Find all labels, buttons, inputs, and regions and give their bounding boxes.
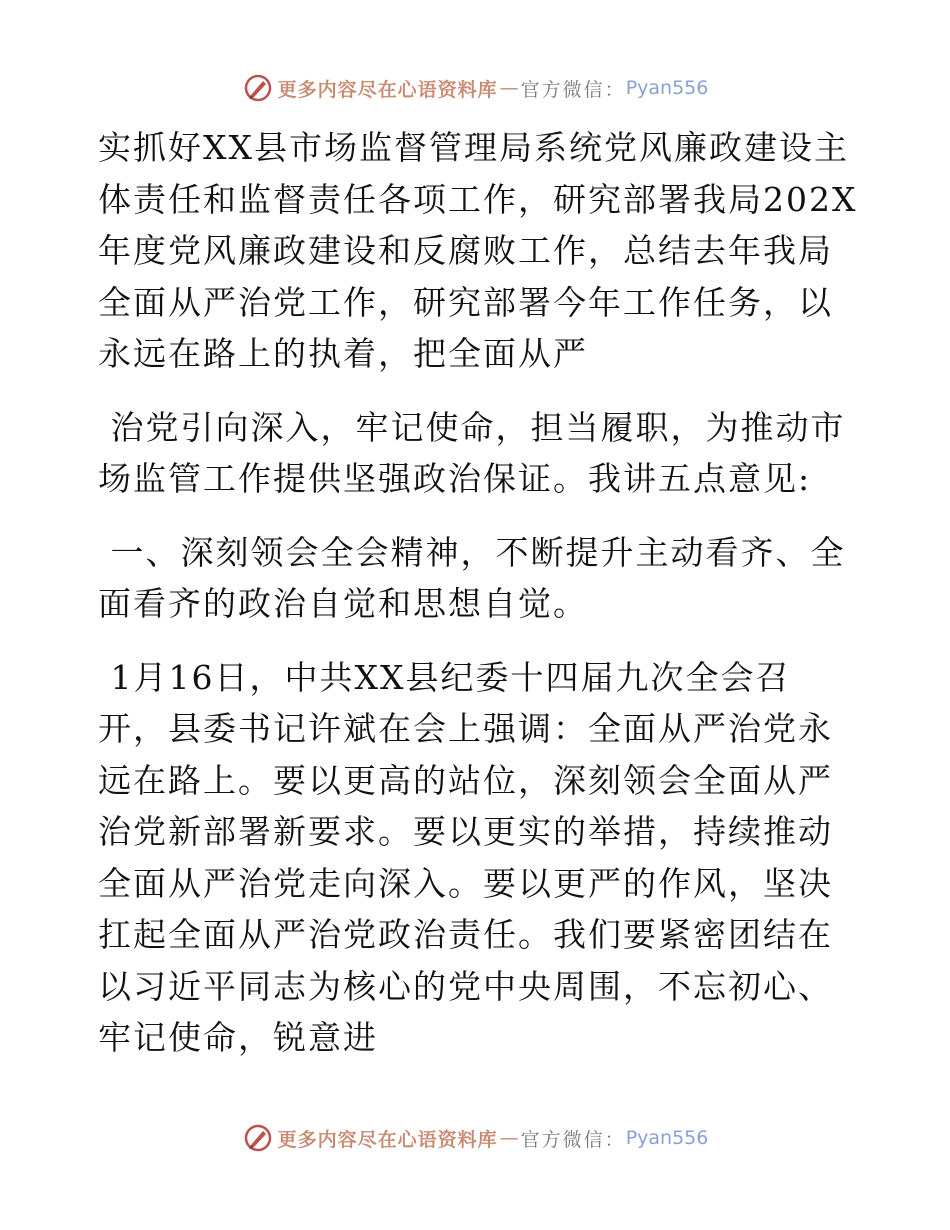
pen-logo-icon	[242, 72, 274, 104]
watermark-wechat-label: 官方微信：	[520, 78, 626, 101]
paragraph-1: 实抓好XX县市场监督管理局系统党风廉政建设主体责任和监督责任各项工作，研究部署我局202X年度党风廉政建设和反腐败工作，总结去年我局全面从严治党工作，研究部署今年工作任务，以永远在路上的执着，把全面从严	[98, 128, 858, 373]
document-body	[98, 122, 858, 1086]
watermark-wechat-account: Pyan556	[625, 77, 709, 99]
watermark-separator: —	[499, 1127, 519, 1149]
watermark-main-text: 更多内容尽在心语资料库	[277, 78, 498, 101]
section-heading-1: 一、深刻领会全会精神，不断提升主动看齐、全面看齐的政治自觉和思想自觉。	[98, 532, 846, 623]
footer-watermark	[0, 1122, 950, 1154]
watermark-separator: —	[499, 77, 519, 99]
watermark-wechat-account: Pyan556	[625, 1127, 709, 1149]
pen-logo-icon	[242, 1122, 274, 1154]
watermark-main-text: 更多内容尽在心语资料库	[277, 1128, 498, 1151]
paragraph-2: 治党引向深入，牢记使命，担当履职，为推动市场监管工作提供坚强政治保证。我讲五点意见:	[98, 407, 846, 498]
paragraph-3: 1月16日，中共XX县纪委十四届九次全会召开，县委书记许斌在会上强调：全面从严治党永远在路上。要以更高的站位，深刻领会全面从严治党新部署新要求。要以更实的举措，持续推动全面从严治党走向深入。要以更严的作风，坚决扛起全面从严治党政治责任。我们要紧密团结在以习近平同志为核心的党中央周围，不忘初心、牢记使命，锐意进	[98, 657, 833, 1057]
watermark-wechat-label: 官方微信：	[520, 1128, 626, 1151]
header-watermark	[0, 72, 950, 104]
